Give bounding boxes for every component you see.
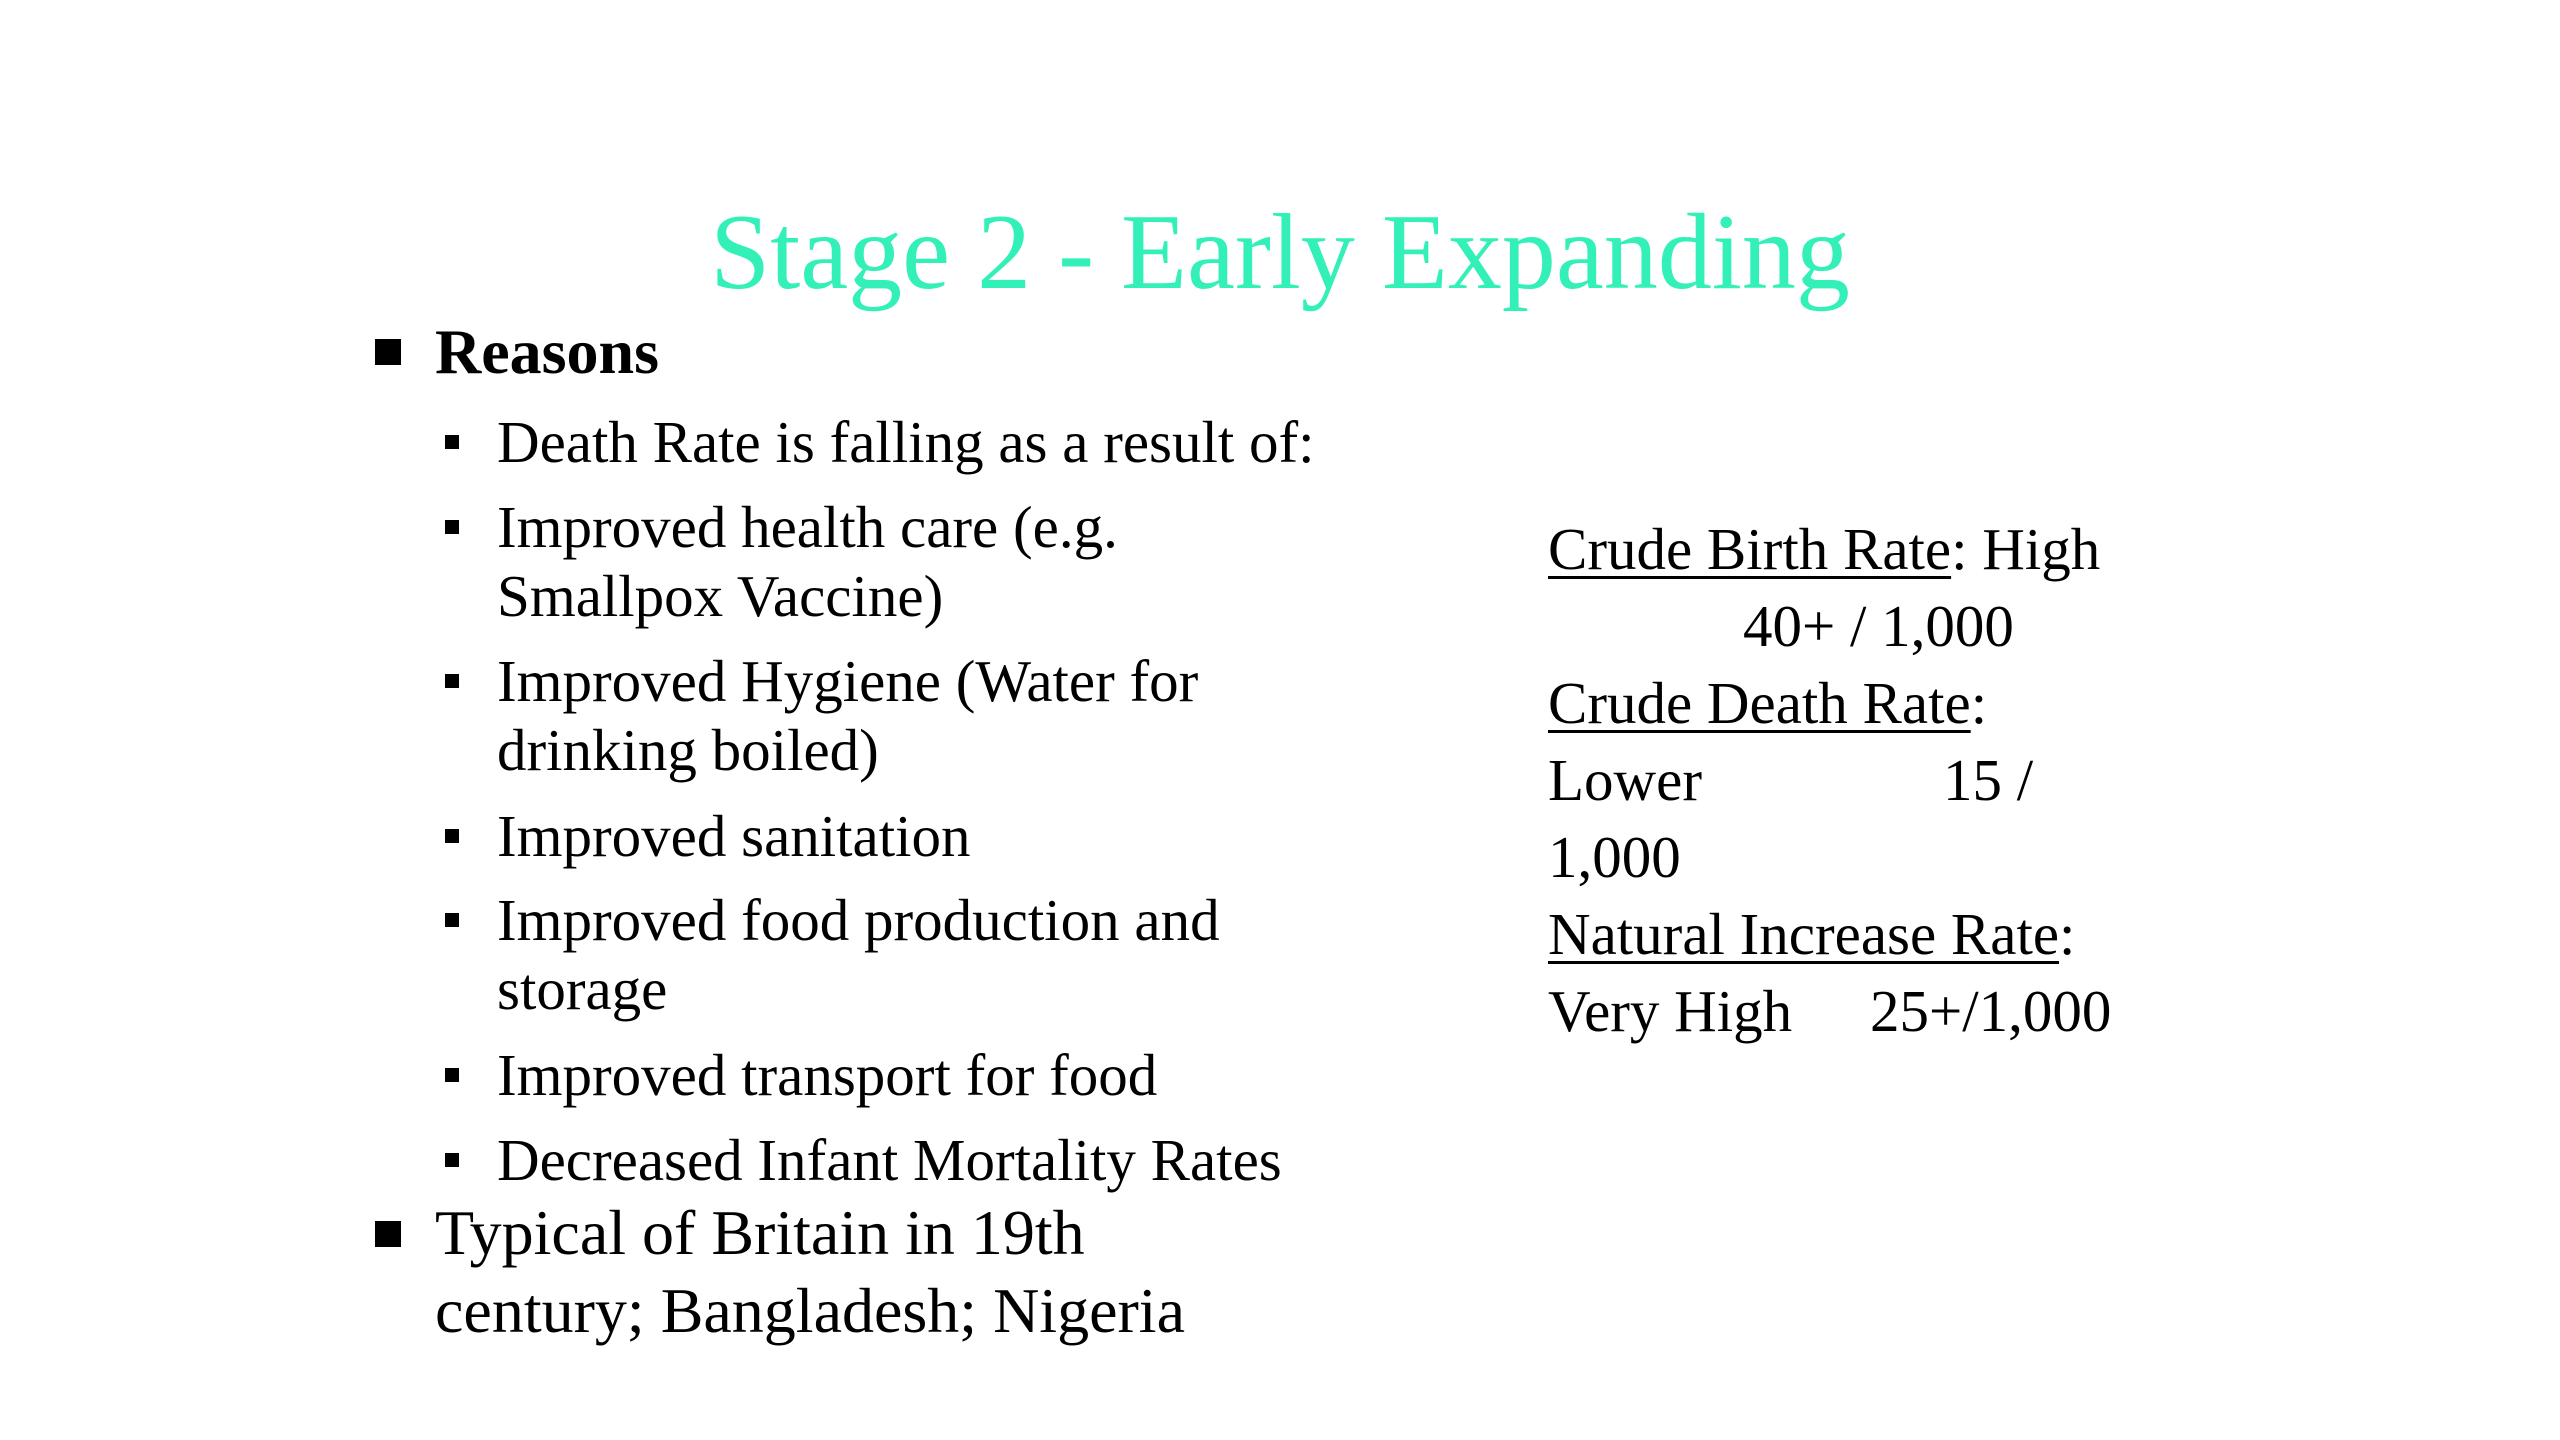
natural-increase-value: 25+/1,000 (1870, 978, 2112, 1044)
natural-increase-row (1548, 896, 2075, 973)
reason-item-death-rate: Death Rate is falling as a result of: (497, 409, 1315, 475)
birth-rate-row (1548, 511, 2100, 588)
reason-item-hygiene-line2: drinking boiled) (497, 717, 879, 783)
reason-item-sanitation: Improved sanitation (497, 803, 971, 869)
death-rate-level: Lower (1548, 747, 1702, 813)
death-rate-row (1548, 665, 1987, 742)
colon: : (1951, 516, 1983, 582)
natural-increase-label: Natural Increase Rate (1548, 901, 2060, 967)
bullet-square-icon (375, 339, 401, 365)
colon: : (1970, 670, 1988, 736)
birth-rate-level: High (1982, 516, 2101, 582)
death-rate-value-part1: 15 / (1943, 747, 2034, 813)
bullet-square-icon (375, 1221, 401, 1247)
bullet-small-square-icon (445, 1068, 459, 1082)
reasons-heading: Reasons (435, 316, 660, 387)
reason-item-transport: Improved transport for food (497, 1042, 1158, 1108)
natural-increase-level: Very High (1548, 978, 1793, 1044)
bullet-small-square-icon (445, 1153, 459, 1167)
typical-line2: century; Bangladesh; Nigeria (435, 1275, 1185, 1346)
reason-item-health-care-line2: Smallpox Vaccine) (497, 563, 944, 629)
reason-item-hygiene-line1: Improved Hygiene (Water for (497, 648, 1199, 714)
bullet-small-square-icon (445, 520, 459, 534)
birth-rate-value: 40+ / 1,000 (1743, 593, 2014, 659)
bullet-small-square-icon (445, 829, 459, 843)
bullet-small-square-icon (445, 435, 459, 449)
reason-item-food-production-line2: storage (497, 956, 668, 1022)
death-rate-value-part2: 1,000 (1548, 824, 1681, 890)
birth-rate-label: Crude Birth Rate (1548, 516, 1952, 582)
bullet-small-square-icon (445, 913, 459, 927)
typical-line1: Typical of Britain in 19th (435, 1197, 1085, 1268)
reason-item-health-care-line1: Improved health care (e.g. (497, 494, 1118, 560)
death-rate-label: Crude Death Rate (1548, 670, 1971, 736)
reason-item-food-production-line1: Improved food production and (497, 887, 1220, 953)
colon: : (2059, 901, 2076, 967)
bullet-small-square-icon (445, 674, 459, 688)
reason-item-infant-mortality: Decreased Infant Mortality Rates (497, 1127, 1282, 1193)
slide-title: Stage 2 - Early Expanding (710, 193, 1850, 312)
